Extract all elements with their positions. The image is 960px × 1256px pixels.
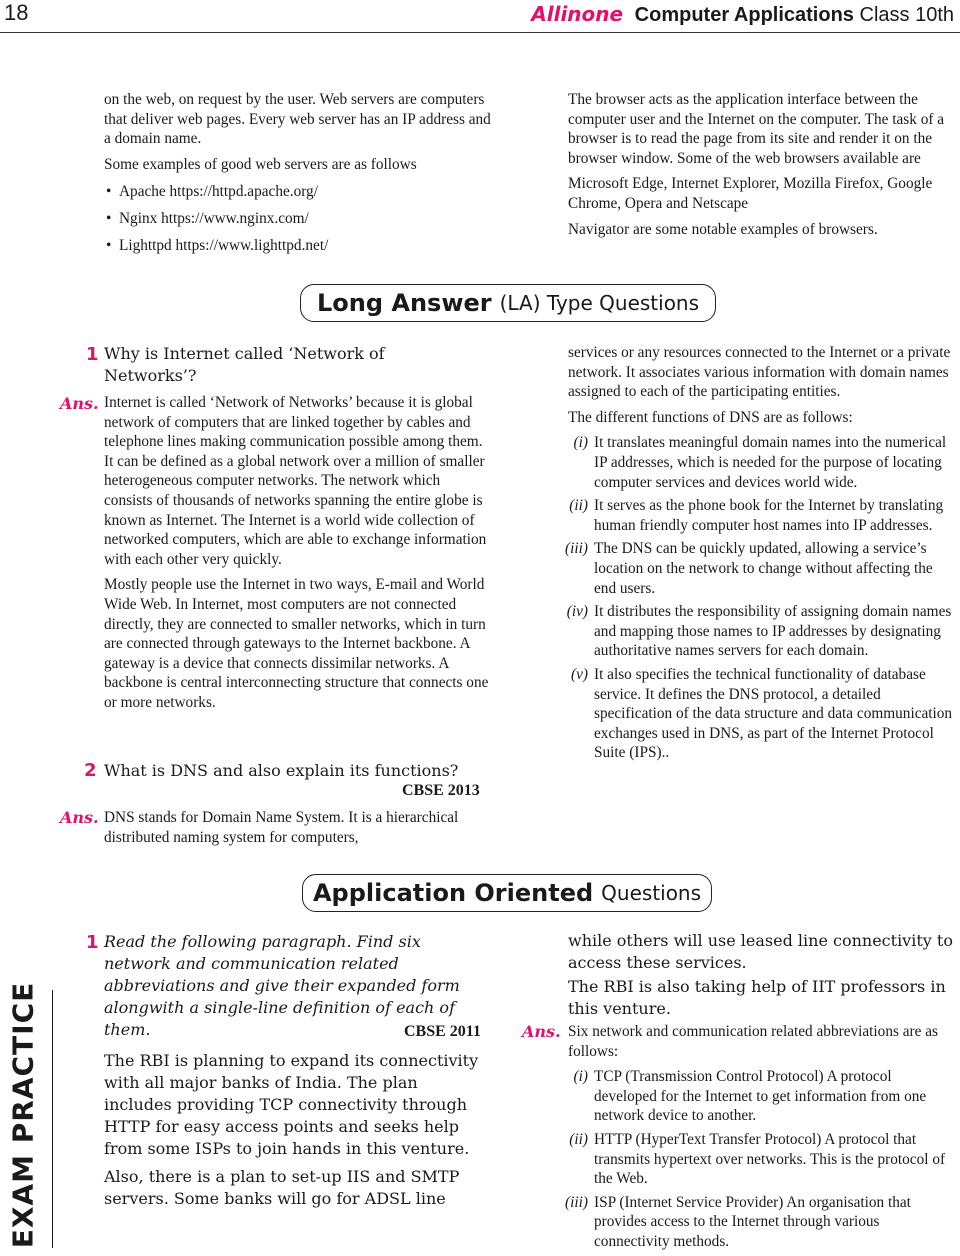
item-number: (iii) (565, 540, 588, 558)
list-item: • Apache https://httpd.apache.org/ (104, 182, 492, 202)
paragraph: DNS stands for Domain Name System. It is a hierarchical distributed naming system for computers, (104, 809, 459, 846)
paragraph: Mostly people use the Internet in two ways, E-mail and World Wide Web. In Internet, most computers are not connected directly, they are connected to smaller networks, which in turn are connected through gateways to the Internet backbone. A gateway is a device that connects dissimilar networks. A backbone is central interconnecting structure that connects one or more networks. (104, 576, 489, 711)
list-item (568, 1130, 956, 1189)
paragraph: Navigator are some notable examples of browsers. (568, 220, 878, 238)
question-number: 1 (86, 932, 99, 953)
paragraph: on the web, on request by the user. Web servers are computers that deliver web pages. Every web server has an IP address and a domain name. (104, 91, 491, 148)
paragraph: The RBI is also taking help of IIT professors in this venture. (568, 977, 946, 1018)
header-rule (0, 32, 960, 33)
top-left-column (104, 90, 492, 262)
list-item (568, 433, 956, 492)
question-text: Why is Internet called ‘Network of Networks’? (104, 344, 385, 385)
paragraph: The browser acts as the application interface between the computer user and the Internet on the computer. The task of a browser is to read the page from its site and render it on the browser window. Some of the web browsers available are (568, 91, 945, 167)
answer-continuation (565, 343, 956, 767)
web-server-list (104, 182, 492, 255)
question-number: 1 (86, 344, 99, 365)
side-tab (4, 981, 42, 1249)
item-text: It translates meaningful domain names into the numerical IP addresses, which is needed for the purpose of locating computer services and devices world wide. (594, 434, 947, 491)
section-title-sub: Questions (601, 881, 702, 905)
answer-label: Ans. (60, 394, 99, 413)
list-item: • Nginx https://www.nginx.com/ (104, 209, 492, 229)
item-number: (iv) (566, 603, 588, 621)
subject-title: Computer Applications (634, 4, 854, 26)
item-number: (ii) (569, 497, 588, 515)
list-item (568, 602, 956, 661)
item-number: (iii) (565, 1193, 588, 1211)
item-text: TCP (Transmission Control Protocol) A protocol developed for the Internet to get information from one network device to another. (594, 1068, 927, 1125)
section-title-main: Application Oriented (312, 879, 594, 907)
paragraph: Internet is called ‘Network of Networks’ because it is global network of computers that are linked together by cables and telephone lines making communication possible among them. It can be defined as a global network over a million of smaller heterogeneous computer networks. The network which consists of thousands of networks spanning the entire globe is known as Internet. The Internet is a world wide collection of networked computers, which are able to exchange information with each other very quickly. (104, 394, 487, 568)
paragraph: services or any resources connected to the Internet or a private network. It associates various information with domain names assigned to each of the participating entities. (568, 344, 951, 401)
answer-body (104, 808, 490, 853)
item-text: HTTP (HyperText Transfer Protocol) A protocol that transmits hypertext over networks. This is the protocol of the Web. (594, 1130, 946, 1188)
section-title-main: Long Answer (316, 289, 492, 317)
list-item (568, 1067, 956, 1126)
item-text: The DNS can be quickly updated, allowing a service’s location on the network to change without affecting the end users. (594, 540, 933, 597)
brand-logo: Allinone (531, 2, 624, 26)
exam-tag: CBSE 2011 (404, 1023, 481, 1040)
side-tab-label: EXAM PRACTICE (6, 981, 40, 1249)
answer-body (565, 1022, 956, 1256)
paragraph: Microsoft Edge, Internet Explorer, Mozilla Firefox, Google Chrome, Opera and Netscape (568, 175, 933, 212)
side-rule (52, 990, 53, 1248)
question-passage (104, 1050, 490, 1210)
list-item (568, 496, 956, 535)
question-passage-continued (568, 930, 956, 1020)
answer-label: Ans. (522, 1022, 561, 1041)
question-text: What is DNS and also explain its functions? (104, 761, 459, 780)
abbreviations-list (565, 1067, 956, 1251)
section-title-application-oriented (302, 874, 712, 912)
class-label: Class 10th (859, 4, 954, 26)
section-title-long-answer (300, 284, 716, 322)
paragraph: The RBI is planning to expand its connectivity with all major banks of India. The plan includes providing TCP connectivity through HTTP for easy access points and seeks help from some ISPs to join hands in this venture. (104, 1051, 479, 1158)
item-number: (ii) (569, 1130, 588, 1148)
answer-body (104, 393, 490, 719)
paragraph: Also, there is a plan to set-up IIS and SMTP servers. Some banks will go for ADSL line (104, 1167, 460, 1208)
question-prompt: Read the following paragraph. Find six network and communication related abbreviations and give their expanded form alongwith a single-line definition of each of them. (104, 932, 460, 1039)
exam-tag: CBSE 2013 (402, 782, 480, 799)
item-text: It distributes the responsibility of assigning domain names and mapping those names to IP addresses by designating authoritative names servers for each domain. (594, 603, 952, 660)
item-number: (v) (571, 665, 588, 683)
dns-functions-list (565, 433, 956, 763)
list-item: • Lighttpd https://www.lighttpd.net/ (104, 236, 492, 256)
question-number: 2 (84, 760, 97, 781)
paragraph: Some examples of good web servers are as follows (104, 155, 417, 173)
paragraph: while others will use leased line connectivity to access these services. (568, 931, 953, 972)
item-number: (i) (573, 1068, 588, 1086)
item-text: It also specifies the technical functionality of database service. It defines the DNS protocol, a detailed specification of the data structure and data communication exchanges used in DNS, as part of the Internet Protocol Suite (IPS).. (594, 665, 953, 762)
paragraph: The different functions of DNS are as follows: (568, 408, 853, 426)
list-item (565, 1193, 956, 1252)
item-text: It serves as the phone book for the Internet by translating human friendly computer host names into IP addresses. (594, 497, 944, 534)
item-text: ISP (Internet Service Provider) An organisation that provides access to the Internet through various connectivity methods. (594, 1193, 911, 1250)
item-number: (i) (573, 434, 588, 452)
list-item (568, 665, 956, 763)
page-number: 18 (4, 0, 29, 25)
paragraph: Six network and communication related abbreviations are as follows: (568, 1023, 938, 1060)
top-right-column (568, 90, 956, 245)
answer-label: Ans. (60, 808, 99, 827)
running-header (531, 2, 954, 27)
list-item (565, 539, 956, 598)
section-title-sub: (LA) Type Questions (499, 291, 700, 315)
